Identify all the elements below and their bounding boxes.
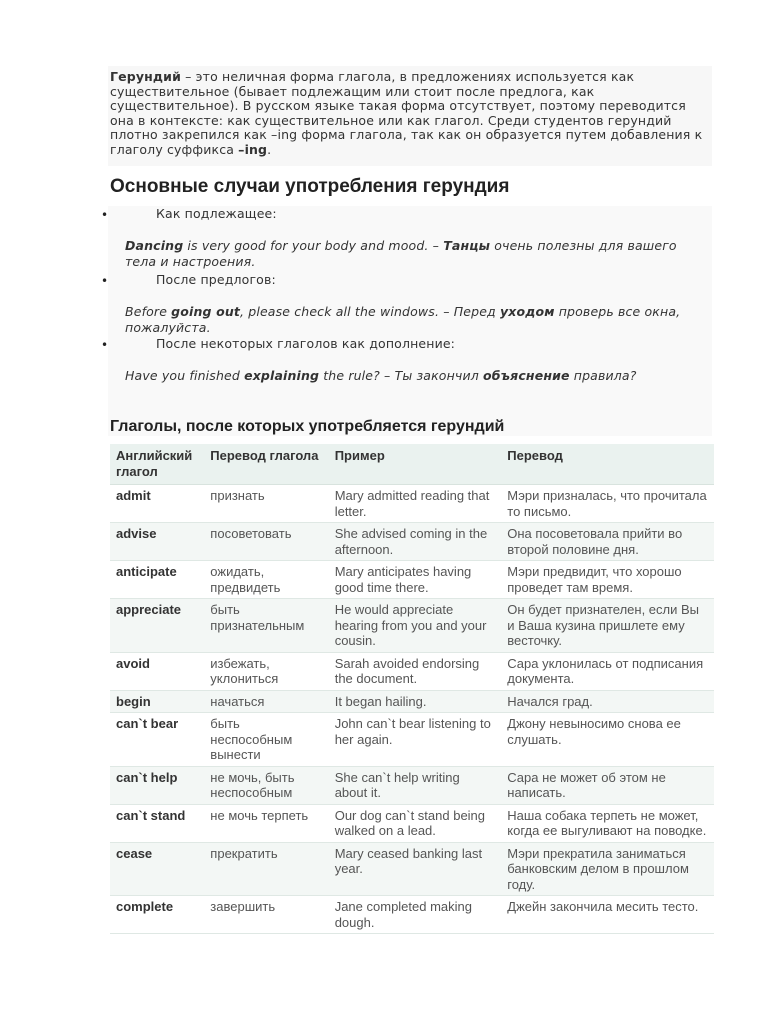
cell-verb-translation: прекратить bbox=[204, 842, 328, 896]
example-bold-ru: объяснение bbox=[483, 368, 570, 383]
example-text: очень полезны для вашего тела и настроения. bbox=[125, 238, 677, 269]
cell-example: Mary anticipates having good time there. bbox=[329, 561, 502, 599]
table-row bbox=[110, 561, 714, 599]
table-header-row bbox=[110, 444, 714, 485]
cell-verb: appreciate bbox=[110, 599, 204, 653]
table-body bbox=[110, 485, 714, 934]
cell-verb-translation: не мочь терпеть bbox=[204, 804, 328, 842]
cell-verb: admit bbox=[110, 485, 204, 523]
bullet-label-preposition: После предлогов: bbox=[156, 272, 276, 287]
bullet-marker: • bbox=[101, 208, 109, 222]
bullet-label-object: После некоторых глаголов как дополнение: bbox=[156, 336, 456, 351]
cell-translation: Джейн закончила месить тесто. bbox=[501, 896, 714, 934]
page-content bbox=[101, 66, 712, 930]
cell-verb-translation: посоветовать bbox=[204, 523, 328, 561]
table-row bbox=[110, 842, 714, 896]
cell-verb: can`t help bbox=[110, 766, 204, 804]
table-row bbox=[110, 485, 714, 523]
cell-verb-translation: завершить bbox=[204, 896, 328, 934]
cell-translation: Наша собака терпеть не может, когда ее выгуливают на поводке. bbox=[501, 804, 714, 842]
intro-end: . bbox=[267, 141, 272, 157]
cell-verb: advise bbox=[110, 523, 204, 561]
table-row bbox=[110, 896, 714, 934]
table-row bbox=[110, 804, 714, 842]
cell-verb: can`t bear bbox=[110, 713, 204, 767]
cell-verb: cease bbox=[110, 842, 204, 896]
cell-translation: Сара уклонилась от подписания документа. bbox=[501, 652, 714, 690]
example-subject bbox=[125, 238, 705, 270]
cell-verb: can`t stand bbox=[110, 804, 204, 842]
table-title: Глаголы, после которых употребляется герундий bbox=[110, 418, 505, 435]
bullet-label-subject: Как подлежащее: bbox=[156, 206, 277, 221]
section-title: Основные случаи употребления герундия bbox=[110, 176, 510, 197]
table-row bbox=[110, 713, 714, 767]
cell-verb: anticipate bbox=[110, 561, 204, 599]
cell-translation: Она посоветовала прийти во второй половине дня. bbox=[501, 523, 714, 561]
cell-verb-translation: начаться bbox=[204, 690, 328, 713]
intro-text: – это неличная форма глагола, в предложениях используется как существительное (бывает подлежащим или стоит после предлога, как существительное). В русском языке такая форма отсутствует, поэтому переводится она в контексте: как существительное или как глагол. Среди студентов герундий плотно закрепился как –ing форма глагола, так как он образуется путем добавления к глаголу суффикса bbox=[110, 69, 703, 157]
example-bold-en: explaining bbox=[244, 368, 320, 383]
example-bold-en: Dancing bbox=[125, 238, 184, 253]
cell-translation: Мэри призналась, что прочитала то письмо. bbox=[501, 485, 714, 523]
cell-verb: avoid bbox=[110, 652, 204, 690]
table-row bbox=[110, 523, 714, 561]
example-text: Before bbox=[125, 304, 172, 319]
cell-verb-translation: избежать, уклониться bbox=[204, 652, 328, 690]
cell-example: Jane completed making dough. bbox=[329, 896, 502, 934]
cell-example: Our dog can`t stand being walked on a lead. bbox=[329, 804, 502, 842]
intro-term: Герундий bbox=[110, 69, 181, 84]
cell-translation: Начался град. bbox=[501, 690, 714, 713]
cell-example: It began hailing. bbox=[329, 690, 502, 713]
cell-translation: Он будет признателен, если Вы и Ваша кузина пришлете ему весточку. bbox=[501, 599, 714, 653]
example-text: Have you finished bbox=[125, 368, 245, 383]
gerund-verbs-table bbox=[110, 444, 714, 934]
cell-example: She advised coming in the afternoon. bbox=[329, 523, 502, 561]
column-header-translation: Перевод bbox=[501, 444, 714, 485]
cell-example: She can`t help writing about it. bbox=[329, 766, 502, 804]
cell-translation: Мэри прекратила заниматься банковским делом в прошлом году. bbox=[501, 842, 714, 896]
column-header-verb-translation: Перевод глагола bbox=[204, 444, 328, 485]
cell-example: John can`t bear listening to her again. bbox=[329, 713, 502, 767]
example-object bbox=[125, 368, 705, 384]
table-row bbox=[110, 690, 714, 713]
cell-translation: Джону невыносимо снова ее слушать. bbox=[501, 713, 714, 767]
cell-example: Mary ceased banking last year. bbox=[329, 842, 502, 896]
cell-verb-translation: ожидать, предвидеть bbox=[204, 561, 328, 599]
example-text: the rule? – Ты закончил bbox=[319, 368, 484, 383]
cell-translation: Мэри предвидит, что хорошо проведет там время. bbox=[501, 561, 714, 599]
cell-verb-translation: быть неспособным вынести bbox=[204, 713, 328, 767]
example-text: правила? bbox=[569, 368, 637, 383]
cell-verb-translation: признать bbox=[204, 485, 328, 523]
cell-translation: Сара не может об этом не написать. bbox=[501, 766, 714, 804]
example-text: проверь все окна, пожалуйста. bbox=[125, 304, 681, 335]
cell-verb: begin bbox=[110, 690, 204, 713]
bullet-marker: • bbox=[101, 274, 109, 288]
column-header-example: Пример bbox=[329, 444, 502, 485]
cell-verb-translation: не мочь, быть неспособным bbox=[204, 766, 328, 804]
cell-example: Sarah avoided endorsing the document. bbox=[329, 652, 502, 690]
cell-verb: complete bbox=[110, 896, 204, 934]
table-row bbox=[110, 652, 714, 690]
bullet-marker: • bbox=[101, 338, 109, 352]
example-text: is very good for your body and mood. – bbox=[183, 238, 444, 253]
column-header-verb: Английский глагол bbox=[110, 444, 204, 485]
intro-block bbox=[108, 66, 712, 166]
example-bold-ru: уходом bbox=[499, 304, 555, 319]
example-preposition bbox=[125, 304, 705, 336]
cell-verb-translation: быть признательным bbox=[204, 599, 328, 653]
table-row bbox=[110, 599, 714, 653]
example-text: , please check all the windows. – Перед bbox=[240, 304, 500, 319]
intro-paragraph bbox=[110, 70, 710, 158]
intro-suffix: –ing bbox=[238, 141, 268, 157]
example-bold-en: going out bbox=[171, 304, 241, 319]
cell-example: Mary admitted reading that letter. bbox=[329, 485, 502, 523]
cell-example: He would appreciate hearing from you and your cousin. bbox=[329, 599, 502, 653]
example-bold-ru: Танцы bbox=[443, 238, 491, 253]
table-row bbox=[110, 766, 714, 804]
